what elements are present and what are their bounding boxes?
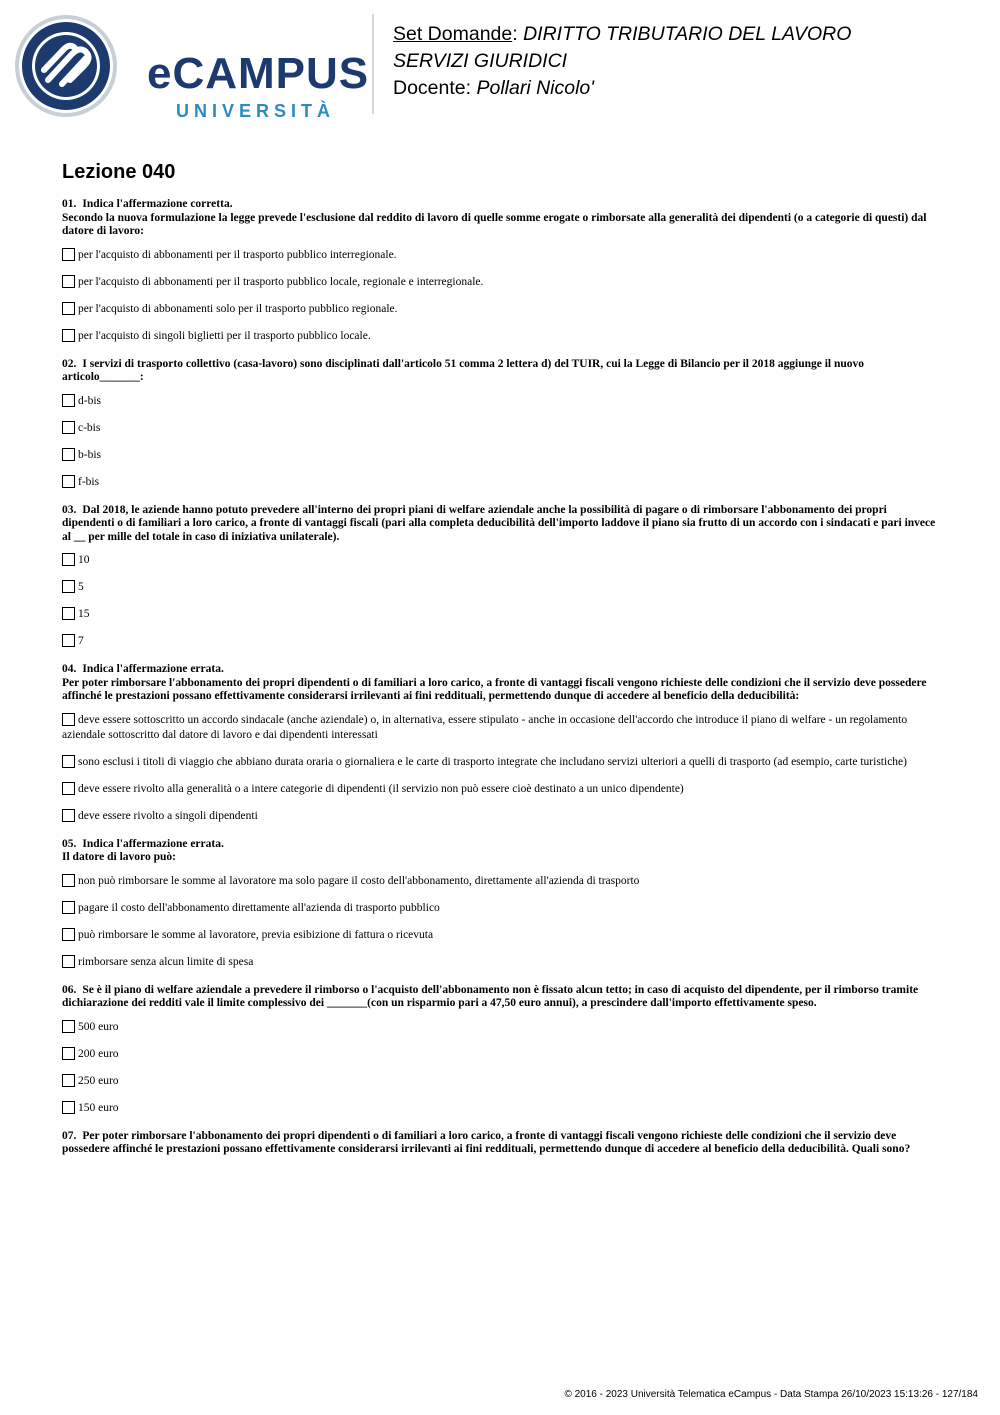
answer-option-label: 5 bbox=[78, 581, 84, 593]
checkbox-icon[interactable] bbox=[62, 1101, 75, 1114]
teacher-label: Docente: bbox=[393, 77, 472, 99]
checkbox-icon[interactable] bbox=[62, 448, 75, 461]
answer-option-label: c-bis bbox=[78, 421, 101, 434]
question-text bbox=[62, 984, 940, 1011]
question-text bbox=[62, 1130, 940, 1157]
checkbox-icon[interactable] bbox=[62, 248, 75, 261]
question-prompt: I servizi di trasporto collettivo (casa-lavoro) sono disciplinati dall'articolo 51 comma 2 lettera d) del TUIR, cui la Legge di Bilancio per il 2018 aggiunge il nuovo articolo_______: bbox=[62, 357, 865, 383]
answer-option-label: pagare il costo dell'abbonamento direttamente all'azienda di trasporto pubblico bbox=[78, 901, 440, 914]
question-prompt: Per poter rimborsare l'abbonamento dei propri dipendenti o di familiari a loro carico, a fronte di vantaggi fiscali vengono richieste delle condizioni che il servizio deve possedere affinché le prestazioni possano effettivamente considerarsi irrilevanti ai fini reddituali, permettendo dunque di accedere al beneficio della deducibilità. Quali sono? bbox=[62, 1129, 911, 1155]
checkbox-icon[interactable] bbox=[62, 755, 75, 768]
course-title-2: SERVIZI GIURIDICI bbox=[393, 50, 568, 72]
answer-option bbox=[62, 901, 940, 916]
question-05 bbox=[62, 838, 940, 970]
question-prompt-detail: Il datore di lavoro può: bbox=[62, 851, 176, 863]
answer-option-label: non può rimborsare le somme al lavoratore ma solo pagare il costo dell'abbonamento, direttamente all'azienda di trasporto bbox=[78, 874, 640, 887]
answer-option bbox=[62, 580, 940, 595]
brand-name: eCAMPUS bbox=[147, 49, 370, 98]
answer-option-label: può rimborsare le somme al lavoratore, previa esibizione di fattura o ricevuta bbox=[78, 928, 434, 941]
answer-option bbox=[62, 607, 940, 622]
set-label: Set Domande bbox=[393, 23, 513, 45]
answer-option-label: per l'acquisto di singoli biglietti per il trasporto pubblico locale. bbox=[78, 329, 371, 342]
answer-option-label: sono esclusi i titoli di viaggio che abbiano durata oraria o giornaliera e le carte di trasporto integrate che includano servizi ulteriori a quelli di trasporto (ad esempio, carte turistiche) bbox=[78, 755, 907, 768]
checkbox-icon[interactable] bbox=[62, 713, 75, 726]
teacher-line bbox=[393, 75, 851, 102]
answer-option bbox=[62, 475, 940, 490]
answer-option bbox=[62, 782, 940, 797]
course-line-2 bbox=[393, 48, 851, 75]
question-prompt: Indica l'affermazione errata. bbox=[82, 663, 224, 675]
answer-option bbox=[62, 928, 940, 943]
checkbox-icon[interactable] bbox=[62, 553, 75, 566]
question-list bbox=[62, 198, 940, 1171]
checkbox-icon[interactable] bbox=[62, 421, 75, 434]
answer-option-label: per l'acquisto di abbonamenti solo per il trasporto pubblico regionale. bbox=[78, 302, 398, 315]
checkbox-icon[interactable] bbox=[62, 329, 75, 342]
set-line: Set Domande: DIRITTO TRIBUTARIO DEL LAVORO bbox=[393, 23, 852, 45]
question-06 bbox=[62, 984, 940, 1116]
checkbox-icon[interactable] bbox=[62, 580, 75, 593]
checkbox-icon[interactable] bbox=[62, 634, 75, 647]
answer-option-label: deve essere sottoscritto un accordo sindacale (anche aziendale) o, in alternativa, essere stipulato - anche in occasione dell'accordo che introduce il piano di welfare - un regolamento aziendale sottoscritto dal datore di lavoro e dai dipendenti interessati bbox=[62, 713, 908, 741]
answer-option-label: 15 bbox=[78, 608, 90, 620]
checkbox-icon[interactable] bbox=[62, 275, 75, 288]
question-number: 07. bbox=[62, 1129, 77, 1142]
ecampus-logo bbox=[14, 14, 370, 121]
answer-option bbox=[62, 248, 940, 263]
page-footer: © 2016 - 2023 Università Telematica eCampus - Data Stampa 26/10/2023 15:13:26 - 127/184 bbox=[564, 1389, 978, 1400]
checkbox-icon[interactable] bbox=[62, 928, 75, 941]
answer-option-label: 250 euro bbox=[78, 1074, 119, 1087]
answer-option-label: per l'acquisto di abbonamenti per il trasporto pubblico interregionale. bbox=[78, 248, 397, 261]
answer-option-label: per l'acquisto di abbonamenti per il trasporto pubblico locale, regionale e interregionale. bbox=[78, 275, 484, 288]
answer-option bbox=[62, 809, 940, 824]
question-number: 01. bbox=[62, 198, 77, 210]
answer-option-label: 150 euro bbox=[78, 1101, 119, 1114]
answer-option bbox=[62, 1047, 940, 1062]
checkbox-icon[interactable] bbox=[62, 302, 75, 315]
answer-option-label: f-bis bbox=[78, 475, 100, 488]
answer-option bbox=[62, 394, 940, 409]
answer-option bbox=[62, 1101, 940, 1116]
answer-option-label: deve essere rivolto a singoli dipendenti bbox=[78, 809, 258, 822]
answer-option-label: 7 bbox=[78, 635, 84, 647]
question-prompt: Indica l'affermazione corretta. bbox=[82, 198, 233, 210]
brand-subtitle: UNIVERSITÀ bbox=[176, 101, 336, 121]
question-prompt: Dal 2018, le aziende hanno potuto prevedere all'interno dei propri piani di welfare aziendale anche la possibilità di pagare o di rimborsare l'abbonamento dei propri dipendenti o di familiari a loro carico, a fronte di vantaggi fiscali (pari alla completa deducibilità dell'importo laddove il piano sia frutto di un accordo con i sindacati e pari invece al __ per mille del totale in caso di iniziativa unilaterale). bbox=[62, 503, 936, 543]
teacher-name: Pollari Nicolo' bbox=[476, 77, 594, 99]
checkbox-icon[interactable] bbox=[62, 607, 75, 620]
question-03 bbox=[62, 504, 940, 650]
answer-option-label: rimborsare senza alcun limite di spesa bbox=[78, 955, 254, 968]
checkbox-icon[interactable] bbox=[62, 809, 75, 822]
checkbox-icon[interactable] bbox=[62, 1074, 75, 1087]
answer-option bbox=[62, 1020, 940, 1035]
question-text bbox=[62, 504, 940, 545]
answer-option bbox=[62, 1074, 940, 1089]
checkbox-icon[interactable] bbox=[62, 955, 75, 968]
course-title-1: DIRITTO TRIBUTARIO DEL LAVORO bbox=[523, 23, 852, 45]
answer-option bbox=[62, 955, 940, 970]
answer-option bbox=[62, 329, 940, 344]
question-02 bbox=[62, 358, 940, 490]
question-07 bbox=[62, 1130, 940, 1157]
answer-option-label: 500 euro bbox=[78, 1020, 119, 1033]
question-text bbox=[62, 198, 940, 239]
question-prompt: Se è il piano di welfare aziendale a prevedere il rimborso o l'acquisto dell'abbonamento non è fissato alcun tetto; in caso di acquisto del dipendente, per il rimborso tramite dichiarazione dei redditi vale il limite complessivo dei _______(con un risparmio pari a 47,50 euro annui), a prescindere dall'importo effettivamente speso. bbox=[62, 983, 919, 1009]
header-info bbox=[393, 21, 851, 102]
answer-option-label: b-bis bbox=[78, 448, 101, 461]
answer-option bbox=[62, 553, 940, 568]
question-number: 03. bbox=[62, 503, 77, 516]
header-divider bbox=[372, 14, 374, 114]
question-number: 02. bbox=[62, 357, 77, 370]
answer-option bbox=[62, 421, 940, 436]
answer-option-label: d-bis bbox=[78, 394, 101, 407]
checkbox-icon[interactable] bbox=[62, 874, 75, 887]
answer-option bbox=[62, 634, 940, 649]
question-prompt-detail: Per poter rimborsare l'abbonamento dei propri dipendenti o di familiari a loro carico, a fronte di vantaggi fiscali vengono richieste delle condizioni che il servizio deve possedere affinché le prestazioni possano effettivamente considerarsi irrilevanti ai fini reddituali, permettendo dunque di accedere al beneficio della deducibilità: bbox=[62, 676, 927, 702]
question-04 bbox=[62, 663, 940, 824]
checkbox-icon[interactable] bbox=[62, 901, 75, 914]
answer-option bbox=[62, 448, 940, 463]
answer-option bbox=[62, 874, 940, 889]
checkbox-icon[interactable] bbox=[62, 782, 75, 795]
question-number: 06. bbox=[62, 983, 77, 996]
question-number: 04. bbox=[62, 663, 77, 675]
question-text bbox=[62, 663, 940, 704]
answer-option-label: 200 euro bbox=[78, 1047, 119, 1060]
checkbox-icon[interactable] bbox=[62, 1047, 75, 1060]
answer-option bbox=[62, 713, 940, 743]
answer-option bbox=[62, 755, 940, 770]
question-text bbox=[62, 358, 940, 385]
lesson-title: Lezione 040 bbox=[62, 161, 176, 183]
checkbox-icon[interactable] bbox=[62, 394, 75, 407]
question-text bbox=[62, 838, 940, 865]
checkbox-icon[interactable] bbox=[62, 475, 75, 488]
question-prompt: Indica l'affermazione errata. bbox=[82, 837, 224, 850]
answer-option-label: 10 bbox=[78, 554, 90, 566]
question-number: 05. bbox=[62, 837, 77, 850]
answer-option bbox=[62, 302, 940, 317]
question-prompt-detail: Secondo la nuova formulazione la legge prevede l'esclusione dal reddito di lavoro di quelle somme erogate o rimborsate alla generalità dei dipendenti (o a categorie di questi) dal datore di lavoro: bbox=[62, 211, 927, 237]
answer-option bbox=[62, 275, 940, 290]
question-01 bbox=[62, 198, 940, 344]
ecampus-seal-icon bbox=[14, 14, 118, 118]
answer-option-label: deve essere rivolto alla generalità o a intere categorie di dipendenti (il servizio non può essere cioè destinato a un unico dipendente) bbox=[78, 782, 684, 795]
checkbox-icon[interactable] bbox=[62, 1020, 75, 1033]
